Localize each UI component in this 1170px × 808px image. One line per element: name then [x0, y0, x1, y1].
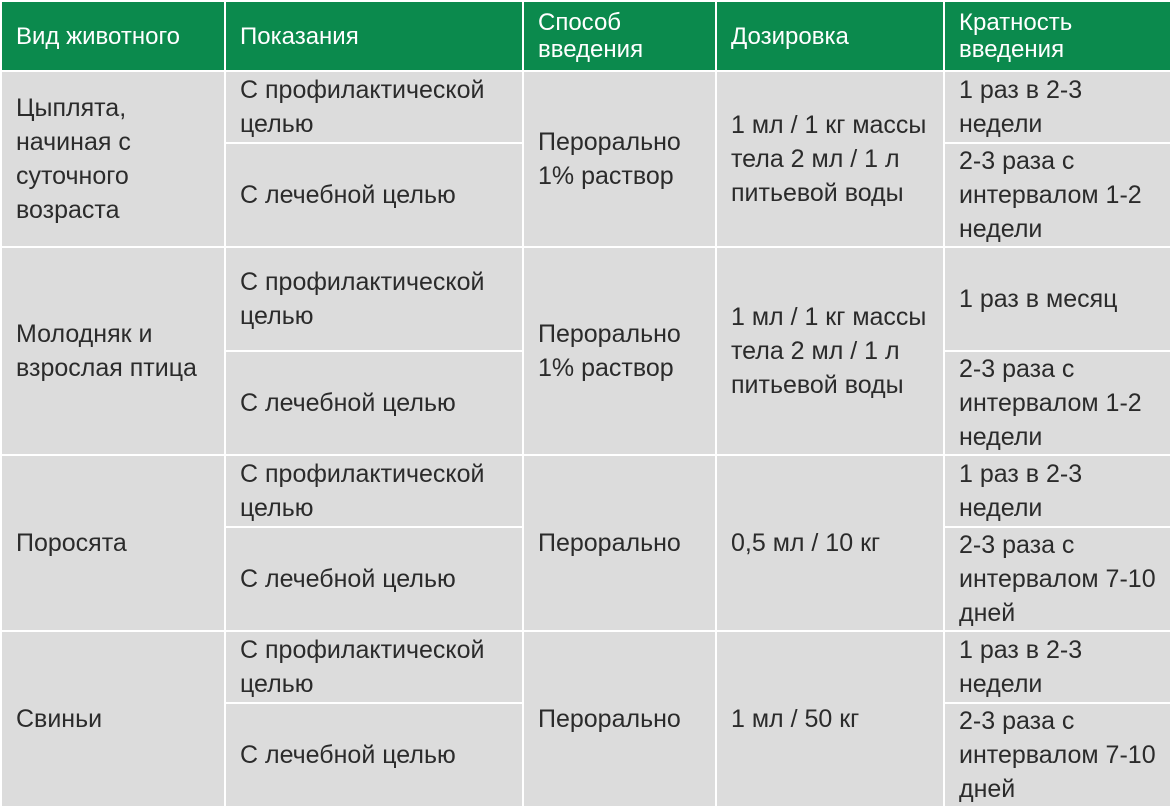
route-cell: Перорально	[523, 455, 716, 631]
header-dosage: Дозировка	[716, 1, 944, 71]
frequency-cell: 2-3 раза с интервалом 7-10 дней	[944, 703, 1170, 807]
animal-cell: Молодняк и взрослая птица	[1, 247, 225, 455]
header-indication: Показания	[225, 1, 523, 71]
table-row	[1, 247, 1170, 351]
indication-cell: С лечебной целью	[225, 351, 523, 455]
header-row	[1, 1, 1170, 71]
frequency-cell: 1 раз в 2-3 недели	[944, 71, 1170, 143]
indication-cell: С лечебной целью	[225, 143, 523, 247]
animal-cell: Цыплята, начиная с суточного возраста	[1, 71, 225, 247]
header-frequency: Кратность введения	[944, 1, 1170, 71]
frequency-cell: 2-3 раза с интервалом 1-2 недели	[944, 351, 1170, 455]
frequency-cell: 1 раз в 2-3 недели	[944, 631, 1170, 703]
frequency-cell: 2-3 раза с интервалом 7-10 дней	[944, 527, 1170, 631]
frequency-cell: 1 раз в месяц	[944, 247, 1170, 351]
animal-cell: Поросята	[1, 455, 225, 631]
table-row	[1, 455, 1170, 527]
dosage-cell: 0,5 мл / 10 кг	[716, 455, 944, 631]
indication-cell: С лечебной целью	[225, 527, 523, 631]
indication-cell: С профилактической целью	[225, 631, 523, 703]
table-body	[1, 71, 1170, 807]
route-cell: Перорально	[523, 631, 716, 807]
table-row	[1, 71, 1170, 143]
animal-cell: Свиньи	[1, 631, 225, 807]
dosage-cell: 1 мл / 1 кг массы тела 2 мл / 1 л питьевой воды	[716, 247, 944, 455]
dosage-cell: 1 мл / 50 кг	[716, 631, 944, 807]
route-cell: Перорально 1% раствор	[523, 71, 716, 247]
indication-cell: С профилактической целью	[225, 455, 523, 527]
indication-cell: С лечебной целью	[225, 703, 523, 807]
table-row	[1, 631, 1170, 703]
indication-cell: С профилактической целью	[225, 247, 523, 351]
route-cell: Перорально 1% раствор	[523, 247, 716, 455]
frequency-cell: 2-3 раза с интервалом 1-2 недели	[944, 143, 1170, 247]
header-route: Способ введения	[523, 1, 716, 71]
dosage-cell: 1 мл / 1 кг массы тела 2 мл / 1 л питьевой воды	[716, 71, 944, 247]
header-animal: Вид животного	[1, 1, 225, 71]
frequency-cell: 1 раз в 2-3 недели	[944, 455, 1170, 527]
indication-cell: С профилактической целью	[225, 71, 523, 143]
table-header	[1, 1, 1170, 71]
